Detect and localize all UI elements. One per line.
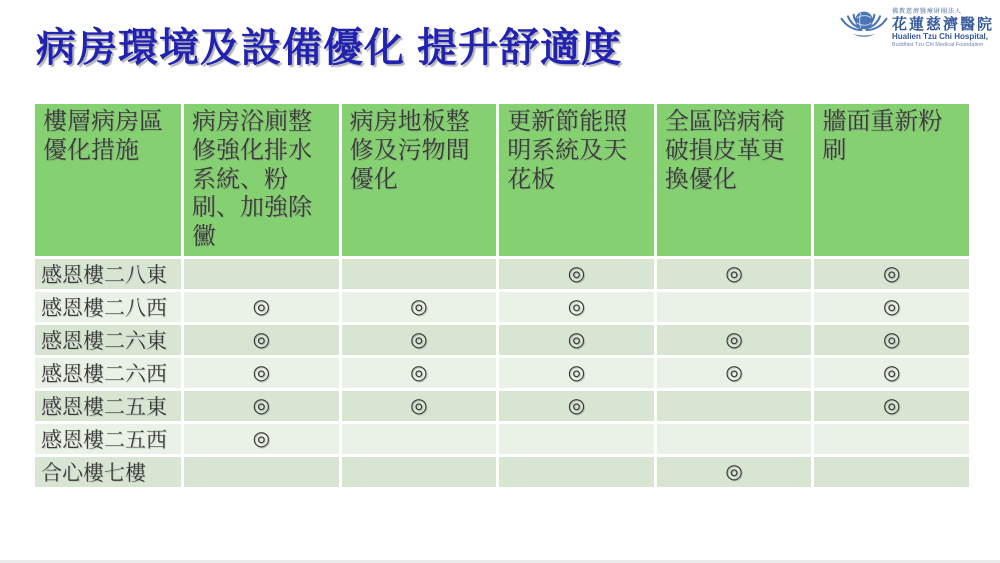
- empty-cell: [342, 457, 497, 487]
- table-row: [35, 259, 969, 289]
- mark-cell: ◎: [184, 358, 339, 388]
- empty-cell: [814, 424, 969, 454]
- mark-cell: ◎: [184, 391, 339, 421]
- column-header: 全區陪病椅破損皮革更換優化: [657, 104, 812, 256]
- slide-title: 病房環境及設備優化 提升舒適度: [36, 26, 623, 70]
- table-header-row: [35, 104, 969, 256]
- column-header: 病房浴廁整修強化排水系統、粉刷、加強除黴: [184, 104, 339, 256]
- logo-foundation-line: 佛教慈濟醫療財團法人: [891, 9, 962, 16]
- optimization-table: [32, 101, 972, 490]
- empty-cell: [342, 259, 497, 289]
- table-row: [35, 292, 969, 322]
- empty-cell: [499, 457, 654, 487]
- table-row: [35, 325, 969, 355]
- hospital-logo: [840, 7, 994, 50]
- logo-hospital-name-zh: 花蓮慈濟醫院: [891, 14, 994, 33]
- mark-cell: ◎: [499, 292, 654, 322]
- tzuchi-lotus-icon: [840, 7, 888, 50]
- empty-cell: [657, 391, 812, 421]
- column-header: 牆面重新粉刷: [814, 104, 969, 256]
- logo-foundation-en: Buddhist Tzu Chi Medical Foundation: [891, 41, 984, 48]
- row-label: 感恩樓二五西: [35, 424, 181, 454]
- row-label: 感恩樓二八東: [35, 259, 181, 289]
- table-row: [35, 457, 969, 487]
- mark-cell: ◎: [499, 358, 654, 388]
- empty-cell: [184, 259, 339, 289]
- mark-cell: ◎: [184, 325, 339, 355]
- column-header: 更新節能照明系統及天花板: [499, 104, 654, 256]
- row-label: 感恩樓二八西: [35, 292, 181, 322]
- empty-cell: [657, 424, 812, 454]
- row-label: 感恩樓二六西: [35, 358, 181, 388]
- row-label: 感恩樓二六東: [35, 325, 181, 355]
- column-header: 病房地板整修及污物間優化: [342, 104, 497, 256]
- row-label: 合心樓七樓: [35, 457, 181, 487]
- mark-cell: ◎: [657, 457, 812, 487]
- mark-cell: ◎: [814, 292, 969, 322]
- logo-hospital-name-en: Hualien Tzu Chi Hospital,: [891, 31, 988, 41]
- mark-cell: ◎: [342, 325, 497, 355]
- empty-cell: [657, 292, 812, 322]
- mark-cell: ◎: [814, 259, 969, 289]
- row-label: 感恩樓二五東: [35, 391, 181, 421]
- table-row: [35, 358, 969, 388]
- mark-cell: ◎: [814, 358, 969, 388]
- mark-cell: ◎: [814, 391, 969, 421]
- mark-cell: ◎: [184, 424, 339, 454]
- mark-cell: ◎: [342, 391, 497, 421]
- mark-cell: ◎: [342, 292, 497, 322]
- mark-cell: ◎: [184, 292, 339, 322]
- hospital-logo-text: [892, 9, 994, 48]
- mark-cell: ◎: [499, 391, 654, 421]
- mark-cell: ◎: [657, 325, 812, 355]
- empty-cell: [499, 424, 654, 454]
- table-row: [35, 391, 969, 421]
- mark-cell: ◎: [342, 358, 497, 388]
- empty-cell: [342, 424, 497, 454]
- table-body: [35, 259, 969, 487]
- empty-cell: [814, 457, 969, 487]
- table-row: [35, 424, 969, 454]
- mark-cell: ◎: [499, 259, 654, 289]
- empty-cell: [184, 457, 339, 487]
- mark-cell: ◎: [814, 325, 969, 355]
- column-header-row-label: 樓層病房區優化措施: [35, 104, 181, 256]
- mark-cell: ◎: [657, 259, 812, 289]
- mark-cell: ◎: [657, 358, 812, 388]
- mark-cell: ◎: [499, 325, 654, 355]
